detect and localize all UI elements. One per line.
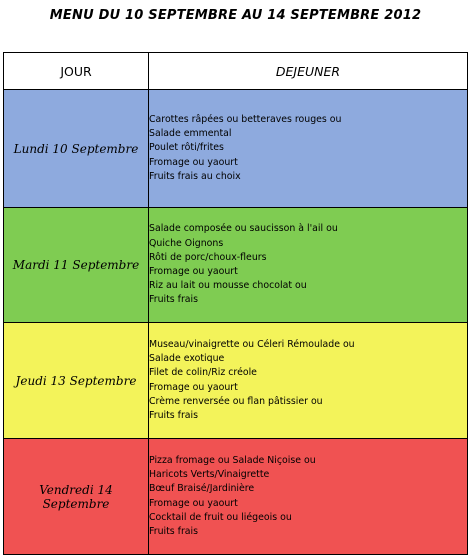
menu-item: Salade composée ou saucisson à l'ail ou xyxy=(149,223,338,235)
lunch-items xyxy=(149,208,468,323)
menu-item: Fruits frais xyxy=(149,409,199,421)
menu-item: Fromage ou yaourt xyxy=(149,156,238,168)
menu-item: Fromage ou yaourt xyxy=(149,266,238,277)
menu-item: Bœuf Braisé/Jardinière xyxy=(149,483,255,495)
lunch-items xyxy=(149,439,468,555)
menu-item: Riz au lait ou mousse chocolat ou xyxy=(149,280,307,292)
menu-item: Fruits frais xyxy=(149,294,199,306)
day-row-monday xyxy=(4,90,468,208)
menu-item: Poulet rôti/frites xyxy=(149,142,224,154)
day-name: Lundi 10 Septembre xyxy=(4,90,149,208)
day-row-tuesday xyxy=(4,208,468,323)
menu-item: Carottes râpées ou betteraves rouges ou xyxy=(149,113,342,125)
day-name: Mardi 11 Septembre xyxy=(4,208,149,323)
menu-table xyxy=(3,52,468,555)
menu-item: Crème renversée ou flan pâtissier ou xyxy=(149,395,323,407)
day-name: Vendredi 14 Septembre xyxy=(4,439,149,555)
menu-item: Museau/vinaigrette ou Céleri Rémoulade ou xyxy=(149,338,355,350)
header-row xyxy=(4,53,468,90)
lunch-items xyxy=(149,323,468,439)
menu-item: Fruits frais xyxy=(149,525,199,537)
day-name: Jeudi 13 Septembre xyxy=(4,323,149,439)
menu-item: Pizza fromage ou Salade Niçoise ou xyxy=(149,454,316,466)
day-row-thursday xyxy=(4,323,468,439)
menu-item: Salade emmental xyxy=(149,128,232,140)
menu-item: Filet de colin/Riz créole xyxy=(149,367,257,379)
lunch-items xyxy=(149,90,468,208)
header-lunch: DEJEUNER xyxy=(149,53,468,90)
menu-item: Fruits frais au choix xyxy=(149,170,241,182)
menu-item: Haricots Verts/Vinaigrette xyxy=(149,469,270,481)
menu-item: Fromage ou yaourt xyxy=(149,497,238,509)
menu-item: Salade exotique xyxy=(149,353,225,365)
page-title: MENU DU 10 SEPTEMBRE AU 14 SEPTEMBRE 2012 xyxy=(49,8,422,23)
header-day: JOUR xyxy=(4,53,149,90)
menu-item: Cocktail de fruit ou liégeois ou xyxy=(149,511,292,523)
menu-item: Quiche Oignons xyxy=(149,237,224,249)
menu-item: Fromage ou yaourt xyxy=(149,381,238,393)
day-row-friday xyxy=(4,439,468,555)
menu-item: Rôti de porc/choux-fleurs xyxy=(149,251,267,263)
